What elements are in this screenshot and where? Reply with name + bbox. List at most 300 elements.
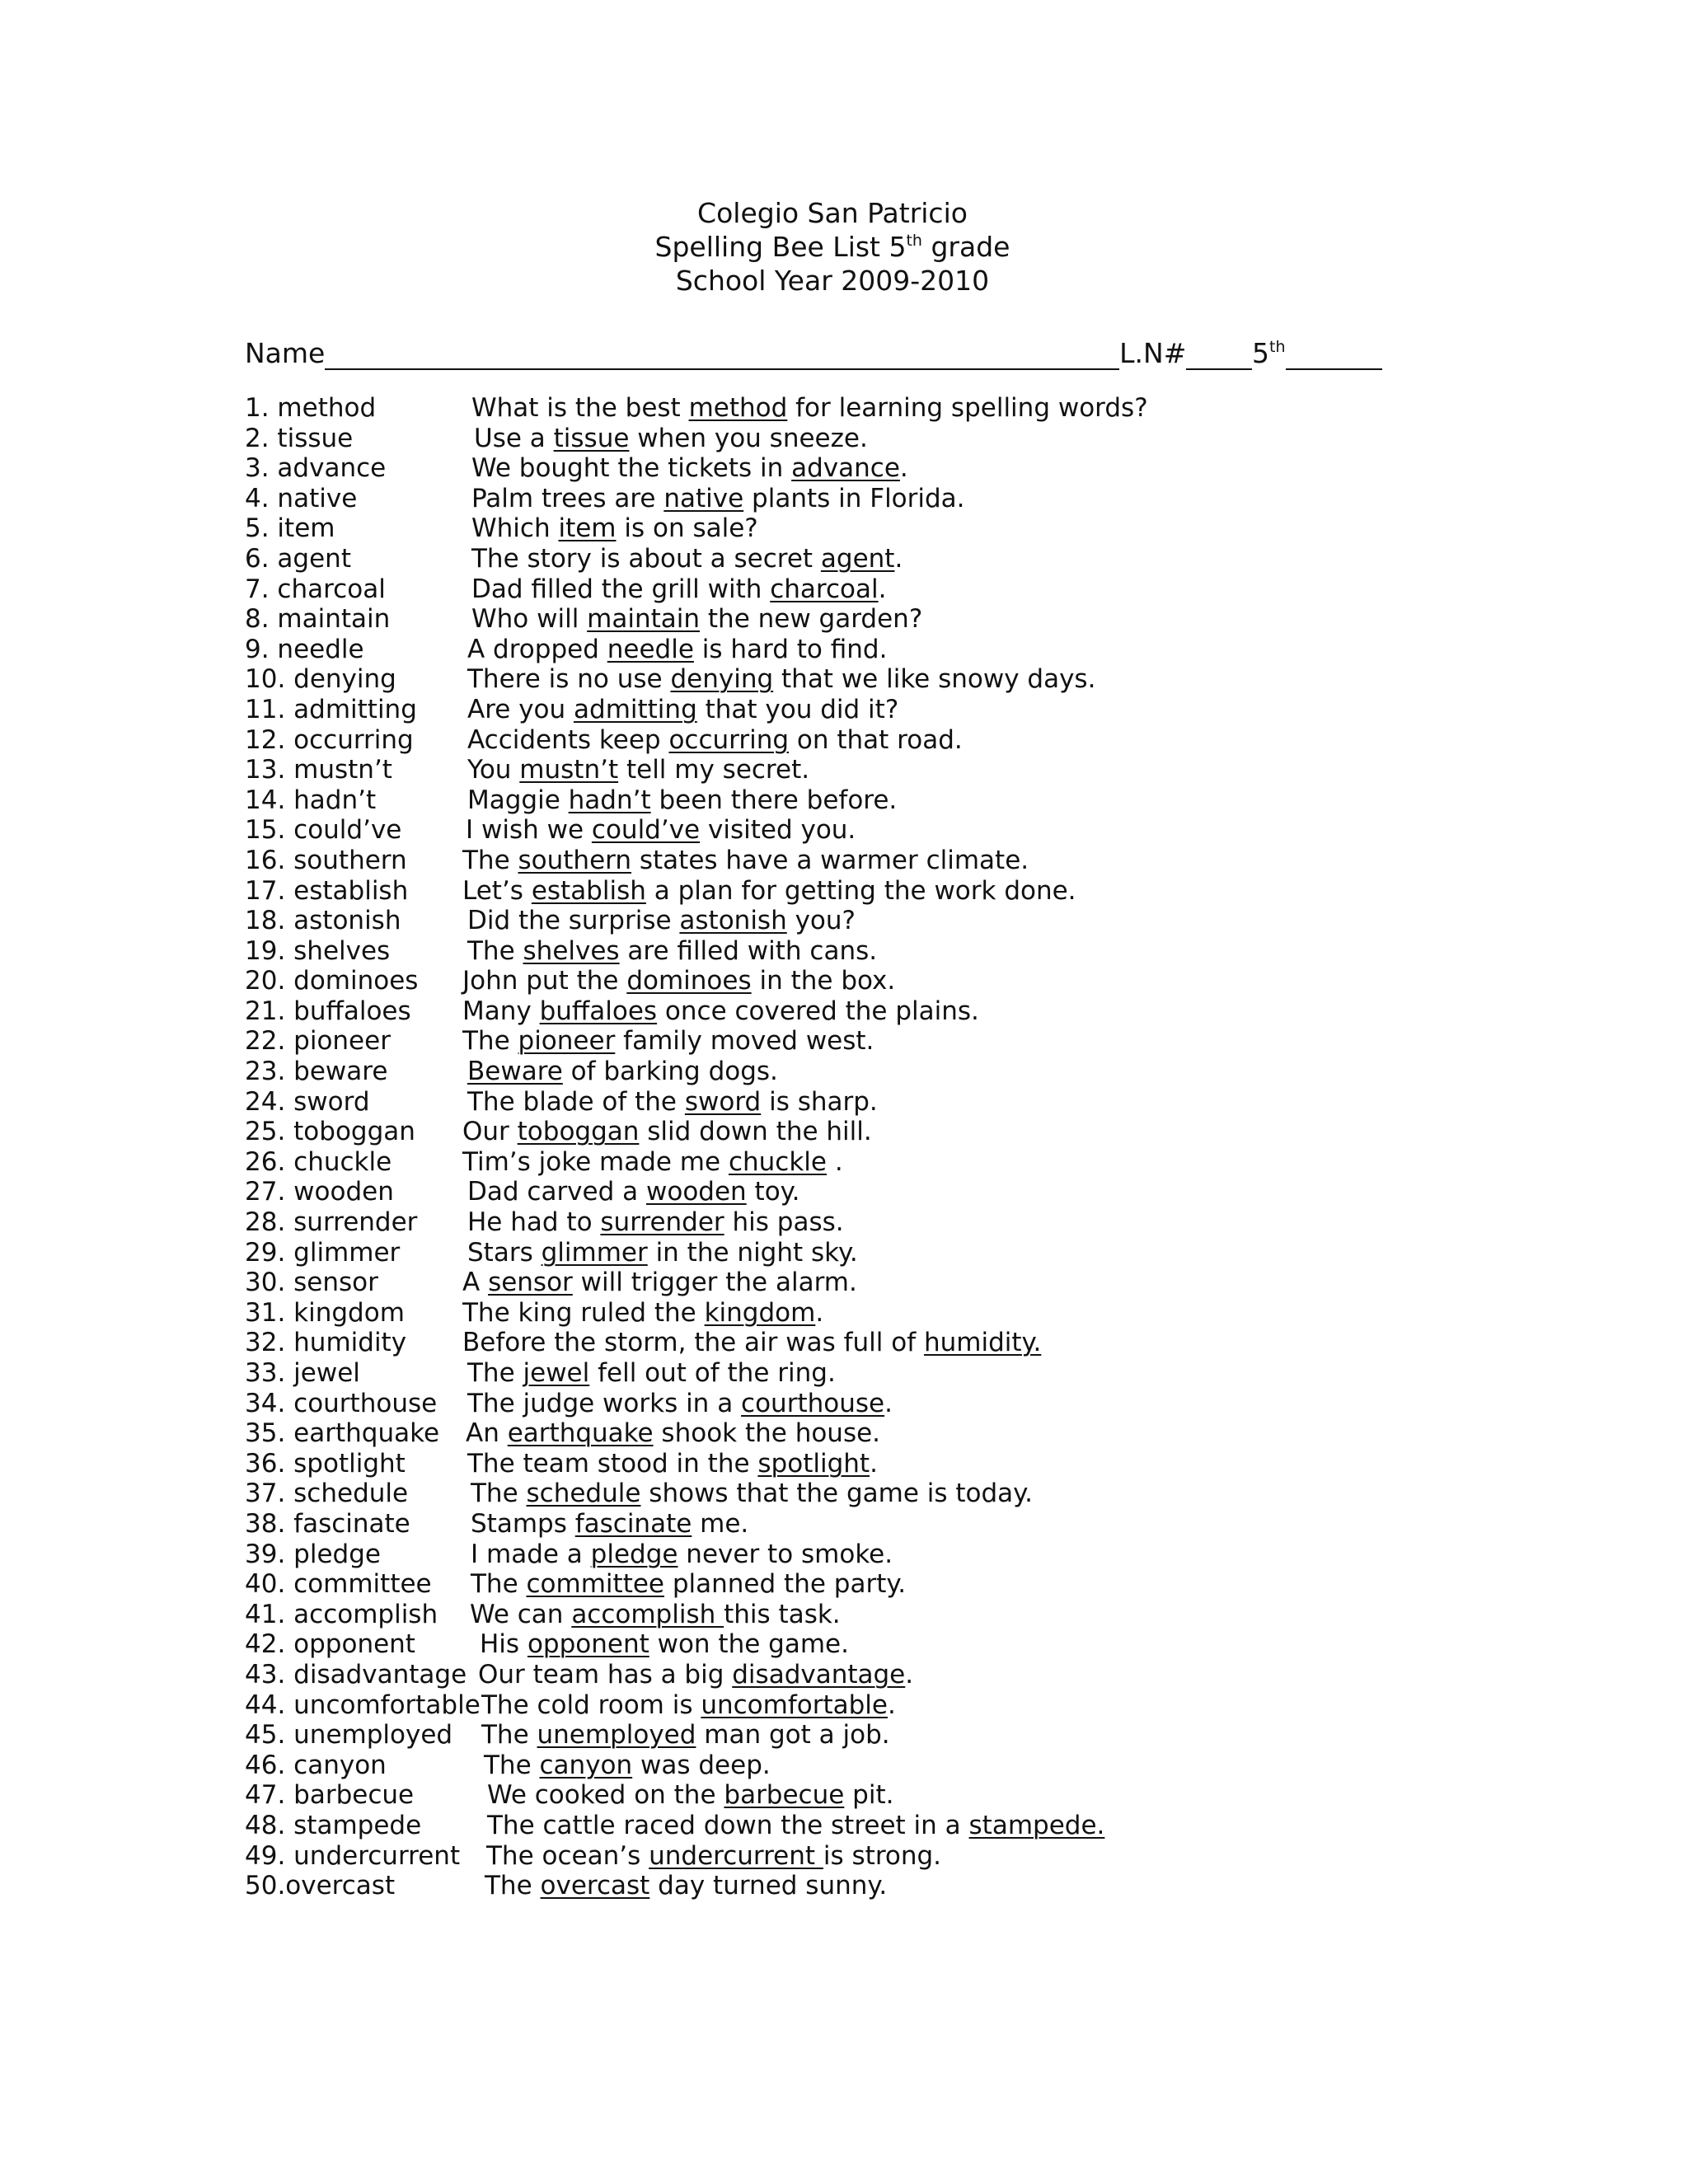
spelling-word: 30. sensor (245, 1268, 378, 1298)
sentence-end: visited you. (700, 815, 856, 846)
example-sentence (462, 1328, 1041, 1358)
underlined-word: tissue (553, 423, 630, 453)
example-sentence (485, 1871, 887, 1901)
underlined-word: admitting (574, 694, 697, 724)
underlined-word: undercurrent (649, 1840, 823, 1871)
list-item (245, 1449, 1580, 1479)
underlined-word: schedule (526, 1479, 641, 1509)
list-item (245, 1750, 1580, 1781)
sentence-end: never to smoke. (678, 1539, 893, 1569)
list-item (245, 1026, 1580, 1057)
sentence-end: once covered the plains. (657, 996, 979, 1026)
list-item (245, 1268, 1580, 1298)
example-sentence (487, 1811, 1104, 1841)
sentence-end: you? (786, 906, 856, 936)
example-sentence (467, 635, 887, 665)
underlined-word: advance (791, 453, 900, 484)
underlined-word: canyon (539, 1750, 633, 1780)
sentence-end: day turned sunny. (649, 1871, 888, 1901)
spelling-word: 16. southern (245, 845, 407, 875)
list-item (245, 1509, 1580, 1540)
sentence-end: pit. (844, 1780, 894, 1811)
sentence-end: . (815, 1297, 824, 1328)
sentence-start: Use a (474, 423, 554, 453)
example-sentence (467, 1358, 836, 1389)
sentence-end: on that road. (789, 724, 963, 755)
example-sentence (470, 1600, 841, 1630)
underlined-word: humidity. (923, 1328, 1042, 1358)
sentence-start: We can (470, 1599, 572, 1629)
sentence-end: is on sale? (616, 513, 758, 544)
list-item (245, 513, 1580, 544)
sentence-end: toy. (746, 1177, 800, 1207)
underlined-word: shelves (523, 935, 620, 966)
spelling-word: 47. barbecue (245, 1780, 415, 1811)
list-item (245, 785, 1580, 816)
sentence-end: in the night sky. (647, 1237, 858, 1268)
sentence-end: is hard to find. (693, 634, 888, 664)
spelling-word: 15. could’ve (245, 815, 402, 846)
spelling-word: 25. toboggan (245, 1117, 415, 1147)
sentence-end: that we like snowy days. (773, 664, 1096, 695)
sentence-start: Are you (467, 694, 574, 724)
example-sentence (467, 936, 877, 967)
sentence-end: slid down the hill. (639, 1117, 872, 1147)
list-item (245, 1569, 1580, 1600)
sentence-start: The judge works in a (467, 1388, 742, 1418)
example-sentence (471, 484, 965, 514)
sentence-end: planned the party. (664, 1569, 907, 1600)
list-item (245, 1418, 1580, 1449)
sentence-start: An (466, 1418, 508, 1449)
spelling-word: 18. astonish (245, 906, 401, 936)
sentence-start: A (462, 1268, 489, 1298)
list-item (245, 393, 1580, 424)
sentence-start: The (481, 1720, 537, 1750)
spelling-word: 46. canyon (245, 1750, 387, 1780)
sentence-end: plants in Florida. (743, 483, 965, 513)
sentence-end: man got a job. (696, 1720, 890, 1750)
sentence-start: Maggie (467, 785, 569, 815)
spelling-word: 27. wooden (245, 1177, 394, 1207)
underlined-word: glimmer (541, 1237, 648, 1268)
example-sentence (471, 453, 908, 484)
list-item (245, 1540, 1580, 1570)
sentence-end: his pass. (724, 1207, 844, 1238)
underlined-word: agent (820, 543, 895, 574)
sentence-end: fell out of the ring. (589, 1358, 836, 1388)
example-sentence (467, 1057, 778, 1087)
sentence-end: . (826, 1146, 843, 1177)
example-sentence (467, 755, 809, 785)
student-info-row (245, 334, 1382, 370)
sentence-start: The (485, 1871, 541, 1901)
spelling-word: 33. jewel (245, 1358, 360, 1388)
list-item (245, 1690, 1580, 1721)
example-sentence (462, 966, 895, 996)
example-sentence (487, 1780, 893, 1811)
list-item (245, 906, 1580, 936)
sentence-end: a plan for getting the work done. (645, 875, 1076, 906)
spelling-word: 23. beware (245, 1057, 388, 1087)
list-item (245, 815, 1580, 846)
spelling-word: 49. undercurrent (245, 1840, 461, 1871)
list-item (245, 1147, 1580, 1178)
spelling-word-list (245, 393, 1580, 1901)
list-item (245, 1117, 1580, 1147)
sentence-start: Stamps (471, 1508, 575, 1539)
sentence-start: Palm trees are (471, 483, 664, 513)
underlined-word: southern (518, 845, 632, 875)
list-item (245, 1600, 1580, 1630)
sentence-end: me. (692, 1508, 749, 1539)
spelling-word: 24. sword (245, 1086, 370, 1117)
sentence-end: when you sneeze. (629, 423, 868, 453)
sentence-start: The blade of the (467, 1086, 685, 1117)
ln-label: L.N# (1119, 337, 1187, 369)
sentence-start: Let’s (462, 875, 532, 906)
sentence-start: There is no use (467, 664, 671, 695)
example-sentence (481, 1690, 896, 1721)
list-item (245, 1358, 1580, 1389)
example-sentence (462, 846, 1029, 876)
example-sentence (467, 1087, 878, 1118)
sentence-start: The cattle raced down the street in a (487, 1810, 969, 1840)
spelling-word: 45. unemployed (245, 1720, 453, 1750)
underlined-word: toboggan (517, 1117, 640, 1147)
list-item (245, 936, 1580, 967)
sentence-end: . (884, 1388, 893, 1418)
underlined-word: fascinate (574, 1508, 692, 1539)
sentence-end: . (899, 453, 908, 484)
example-sentence (471, 1569, 906, 1600)
sentence-end: states have a warmer climate. (631, 845, 1029, 875)
sentence-start: Our team has a big (478, 1659, 733, 1690)
sentence-end: . (888, 1690, 896, 1720)
spelling-word: 14. hadn’t (245, 785, 377, 815)
spelling-word: 31. kingdom (245, 1297, 405, 1328)
spelling-word: 38. fascinate (245, 1508, 410, 1539)
sentence-end: will trigger the alarm. (572, 1268, 857, 1298)
sentence-end: of barking dogs. (562, 1057, 778, 1087)
spelling-word: 2. tissue (245, 423, 354, 453)
spelling-word: 34. courthouse (245, 1388, 438, 1418)
spelling-word: 28. surrender (245, 1207, 418, 1238)
list-item (245, 1871, 1580, 1901)
sentence-start: Our (462, 1117, 518, 1147)
list-item (245, 966, 1580, 996)
underlined-word: accomplish (571, 1599, 724, 1629)
list-item (245, 1238, 1580, 1268)
example-sentence (467, 1389, 893, 1419)
example-sentence (462, 1147, 843, 1178)
underlined-word: kingdom (704, 1297, 816, 1328)
underlined-word: hadn’t (568, 785, 651, 815)
spelling-word: 12. occurring (245, 724, 414, 755)
sentence-end: family moved west. (615, 1026, 874, 1057)
sentence-start: John put the (462, 966, 627, 996)
list-item (245, 604, 1580, 635)
underlined-word: unemployed (537, 1720, 696, 1750)
list-item (245, 1057, 1580, 1087)
list-item (245, 544, 1580, 574)
spelling-word: 8. maintain (245, 604, 391, 635)
spelling-word: 39. pledge (245, 1539, 381, 1569)
spelling-word: 5. item (245, 513, 335, 544)
underlined-word: earthquake (507, 1418, 654, 1449)
sentence-end: that you did it? (696, 694, 899, 724)
list-item (245, 1389, 1580, 1419)
example-sentence (478, 1660, 913, 1690)
spelling-word: 4. native (245, 483, 358, 513)
list-item (245, 574, 1580, 605)
example-sentence (462, 1268, 857, 1298)
list-item (245, 1479, 1580, 1509)
sentence-start: The (462, 845, 518, 875)
spelling-word: 21. buffaloes (245, 996, 411, 1026)
example-sentence (467, 1207, 844, 1238)
sentence-end: is sharp. (761, 1086, 878, 1117)
underlined-word: needle (607, 634, 694, 664)
example-sentence (467, 906, 856, 936)
school-year: School Year 2009-2010 (675, 265, 990, 297)
example-sentence (467, 725, 963, 756)
spelling-word: 48. stampede (245, 1810, 422, 1840)
list-item (245, 1207, 1580, 1238)
underlined-word: opponent (527, 1629, 649, 1660)
spelling-word: 9. needle (245, 634, 364, 664)
sentence-start: He had to (467, 1207, 601, 1238)
underlined-word: chuckle (728, 1146, 827, 1177)
spelling-word: 1. method (245, 393, 377, 423)
list-item (245, 664, 1580, 695)
spelling-word: 17. establish (245, 875, 409, 906)
sentence-end: . (905, 1659, 914, 1690)
example-sentence (486, 1841, 941, 1872)
spelling-word: 10. denying (245, 664, 396, 695)
sentence-start: We cooked on the (487, 1780, 724, 1811)
underlined-word: method (688, 393, 788, 423)
sentence-start: Tim’s joke made me (462, 1146, 729, 1177)
sentence-start: Which (471, 513, 559, 544)
example-sentence (471, 1479, 1033, 1509)
underlined-word: dominoes (626, 966, 752, 996)
spelling-word: 36. spotlight (245, 1448, 406, 1479)
underlined-word: barbecue (724, 1780, 845, 1811)
underlined-word: sword (684, 1086, 762, 1117)
example-sentence (480, 1629, 849, 1660)
underlined-word: spotlight (757, 1448, 870, 1479)
sentence-start: The (467, 1358, 523, 1388)
sentence-end: was deep. (632, 1750, 771, 1780)
example-sentence (471, 604, 922, 635)
spelling-word: 50.overcast (245, 1871, 396, 1901)
sentence-start: Accidents keep (467, 724, 669, 755)
list-item (245, 1629, 1580, 1660)
underlined-word: jewel (523, 1358, 590, 1388)
underlined-word: pioneer (518, 1026, 616, 1057)
list-item (245, 846, 1580, 876)
name-label: Name (245, 337, 326, 369)
example-sentence (484, 1750, 771, 1781)
underlined-word: surrender (600, 1207, 724, 1238)
sentence-end: won the game. (649, 1629, 849, 1660)
underlined-word: occurring (668, 724, 790, 755)
sentence-end: in the box. (751, 966, 896, 996)
sentence-start: The (471, 1479, 527, 1509)
sentence-start: The (467, 935, 523, 966)
sentence-end: been there before. (650, 785, 898, 815)
sentence-start: The (471, 1569, 527, 1600)
underlined-word: denying (670, 664, 774, 695)
spelling-word: 7. charcoal (245, 574, 386, 604)
sentence-start: Who will (471, 604, 588, 635)
example-sentence (471, 1540, 893, 1570)
spelling-word: 13. mustn’t (245, 755, 392, 785)
spelling-word: 35. earthquake (245, 1418, 440, 1449)
example-sentence (474, 424, 868, 454)
spelling-word: 42. opponent (245, 1629, 415, 1660)
grade-blank[interactable] (1286, 339, 1382, 370)
underlined-word: overcast (540, 1871, 650, 1901)
list-item (245, 755, 1580, 785)
underlined-word: could’ve (591, 815, 701, 846)
sentence-end: shows that the game is today. (640, 1479, 1033, 1509)
sentence-start: You (467, 755, 520, 785)
sentence-start: The (484, 1750, 540, 1780)
document-header (0, 196, 1665, 298)
list-item (245, 424, 1580, 454)
list-item (245, 1780, 1580, 1811)
underlined-word: item (558, 513, 617, 544)
spelling-word: 43. disadvantage (245, 1659, 467, 1690)
example-sentence (466, 1418, 880, 1449)
example-sentence (467, 695, 898, 725)
list-item (245, 453, 1580, 484)
sentence-end: the new garden? (700, 604, 923, 635)
spelling-word: 44. uncomfortable (245, 1690, 481, 1720)
list-item (245, 1298, 1580, 1329)
sentence-end: for learning spelling words? (787, 393, 1148, 423)
underlined-word: maintain (587, 604, 701, 635)
spelling-word: 29. glimmer (245, 1237, 401, 1268)
example-sentence (466, 815, 856, 846)
sentence-end: . (878, 574, 887, 604)
spelling-word: 32. humidity (245, 1328, 407, 1358)
sentence-start: Stars (467, 1237, 542, 1268)
sentence-end: is strong. (823, 1840, 942, 1871)
list-item (245, 1660, 1580, 1690)
sentence-start: I wish we (466, 815, 592, 846)
sentence-start: The king ruled the (462, 1297, 705, 1328)
spelling-word: 37. schedule (245, 1479, 409, 1509)
ln-blank[interactable] (1186, 339, 1252, 370)
school-name: Colegio San Patricio (697, 197, 968, 229)
example-sentence (467, 785, 897, 816)
spelling-word: 6. agent (245, 543, 351, 574)
example-sentence (481, 1720, 890, 1750)
list-item (245, 1087, 1580, 1118)
list-item (245, 1177, 1580, 1207)
example-sentence (471, 1509, 748, 1540)
sentence-end: this task. (724, 1599, 841, 1629)
sentence-start: What is the best (471, 393, 689, 423)
spelling-word: 40. committee (245, 1569, 432, 1600)
name-blank[interactable] (325, 339, 1119, 370)
spelling-word: 26. chuckle (245, 1146, 392, 1177)
underlined-word: disadvantage (732, 1659, 906, 1690)
sentence-start: Many (462, 996, 540, 1026)
sentence-end: shook the house. (653, 1418, 881, 1449)
example-sentence (462, 996, 979, 1027)
underlined-word: astonish (679, 906, 787, 936)
underlined-word: mustn’t (519, 755, 619, 785)
example-sentence (471, 393, 1148, 424)
example-sentence (467, 664, 1095, 695)
sentence-start: Did the surprise (467, 906, 680, 936)
list-item (245, 1841, 1580, 1872)
underlined-word: pledge (590, 1539, 678, 1569)
sentence-start: The (462, 1026, 518, 1057)
list-item (245, 1328, 1580, 1358)
underlined-word: charcoal (770, 574, 879, 604)
underlined-word: stampede. (968, 1810, 1105, 1840)
sentence-start: We bought the tickets in (471, 453, 792, 484)
underlined-word: Beware (467, 1057, 563, 1087)
sentence-start: The story is about a secret (471, 543, 821, 574)
underlined-word: native (663, 483, 744, 513)
sentence-end: . (894, 543, 903, 574)
underlined-word: establish (531, 875, 646, 906)
sentence-end: are filled with cans. (619, 935, 878, 966)
example-sentence (462, 1117, 872, 1147)
sentence-start: I made a (471, 1539, 591, 1569)
list-item (245, 635, 1580, 665)
sentence-end: . (870, 1448, 878, 1479)
list-item (245, 996, 1580, 1027)
example-sentence (462, 1298, 823, 1329)
example-sentence (471, 574, 886, 605)
sentence-start: A dropped (467, 634, 607, 664)
example-sentence (471, 544, 903, 574)
sentence-start: Dad filled the grill with (471, 574, 771, 604)
example-sentence (462, 876, 1076, 907)
list-item (245, 484, 1580, 514)
underlined-word: buffaloes (539, 996, 658, 1026)
list-item (245, 876, 1580, 907)
list-item (245, 695, 1580, 725)
example-sentence (467, 1238, 858, 1268)
spelling-word: 3. advance (245, 453, 387, 484)
sentence-start: His (480, 1629, 528, 1660)
list-item (245, 725, 1580, 756)
underlined-word: committee (526, 1569, 664, 1600)
spelling-word: 41. accomplish (245, 1599, 438, 1629)
example-sentence (467, 1177, 799, 1207)
underlined-word: courthouse (741, 1388, 885, 1418)
example-sentence (462, 1026, 874, 1057)
sentence-start: Before the storm, the air was full of (462, 1328, 924, 1358)
spelling-word: 20. dominoes (245, 966, 419, 996)
list-item (245, 1811, 1580, 1841)
example-sentence (471, 513, 758, 544)
example-sentence (467, 1449, 878, 1479)
spelling-word: 19. shelves (245, 935, 391, 966)
spelling-word: 11. admitting (245, 694, 417, 724)
list-title: Spelling Bee List 5th grade (654, 231, 1010, 263)
spelling-word: 22. pioneer (245, 1026, 391, 1057)
sentence-start: The team stood in the (467, 1448, 758, 1479)
